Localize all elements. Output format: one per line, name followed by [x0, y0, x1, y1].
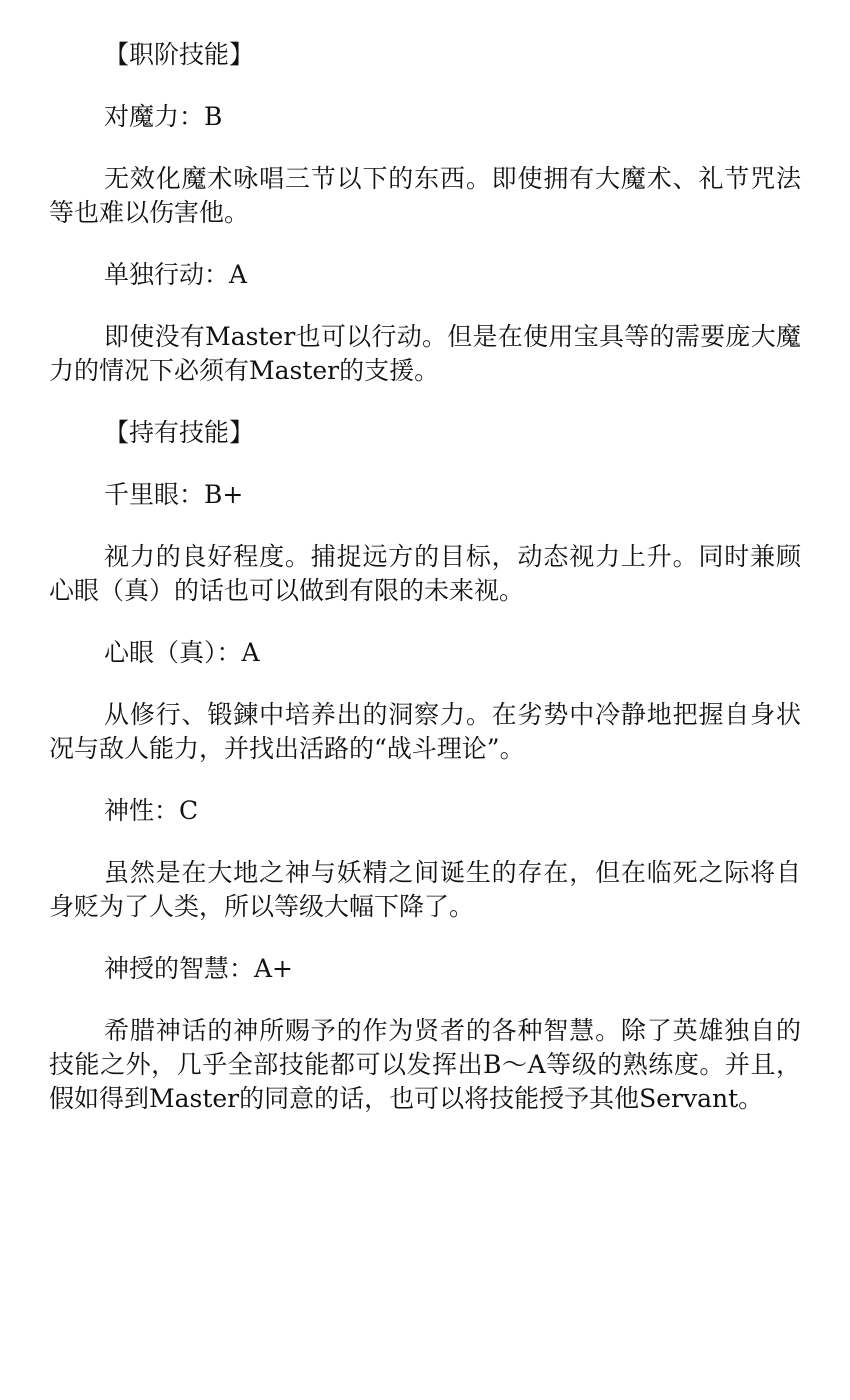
skill-title-clairvoyance: 千里眼：B+: [104, 480, 244, 509]
skill-title-divine-wisdom: 神授的智慧：A+: [104, 954, 294, 983]
skill-title-independent-action: 单独行动：A: [104, 260, 248, 289]
skill-description-magic-resistance: 无效化魔术咏唱三节以下的东西。即使拥有大魔术、礼节咒法等也难以伤害他。: [49, 164, 801, 227]
skill-title-divinity: 神性：C: [104, 796, 199, 825]
skill-description-independent-action: 即使没有Master也可以行动。但是在使用宝具等的需要庞大魔力的情况下必须有Master的支援。: [49, 322, 801, 385]
class-skills-heading: 【职阶技能】: [104, 40, 255, 69]
skill-description-divinity: 虽然是在大地之神与妖精之间诞生的存在，但在临死之际将自身贬为了人类，所以等级大幅下降了。: [49, 858, 801, 921]
skill-title-magic-resistance: 对魔力：B: [104, 102, 223, 131]
skill-title-mind-eye: 心眼（真）：A: [104, 638, 260, 667]
personal-skills-heading: 【持有技能】: [104, 418, 255, 447]
skill-description-mind-eye: 从修行、锻鍊中培养出的洞察力。在劣势中冷静地把握自身状况与敌人能力，并找出活路的“战斗理论”。: [49, 700, 801, 763]
skill-description-clairvoyance: 视力的良好程度。捕捉远方的目标，动态视力上升。同时兼顾心眼（真）的话也可以做到有限的未来视。: [49, 542, 801, 605]
skill-description-divine-wisdom: 希腊神话的神所赐予的作为贤者的各种智慧。除了英雄独自的技能之外，几乎全部技能都可以发挥出B～A等级的熟练度。并且，假如得到Master的同意的话，也可以将技能授予其他Servant。: [49, 1016, 801, 1113]
